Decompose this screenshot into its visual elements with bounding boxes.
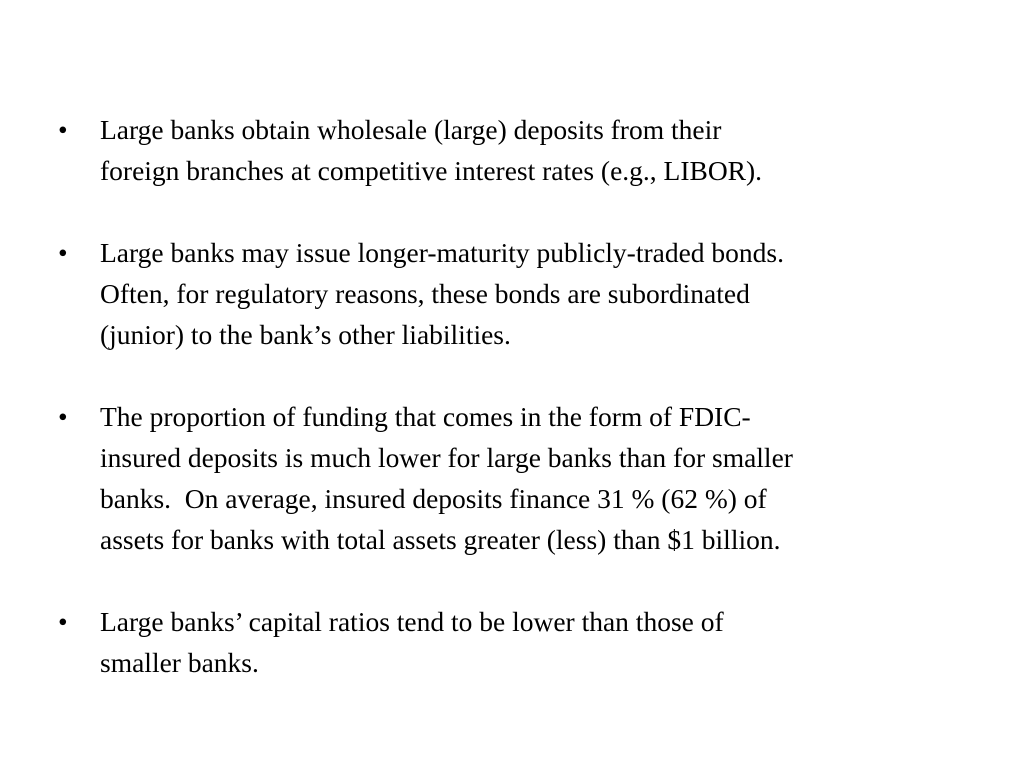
bullet-line: assets for banks with total assets greater (less) than $1 billion. [100,524,781,555]
bullet-line: banks. On average, insured deposits finance 31 % (62 %) of [100,483,767,514]
bullet-line: smaller banks. [100,647,259,678]
bullet-line: Large banks’ capital ratios tend to be lower than those of [100,606,724,637]
bullet-text [100,232,988,355]
bullet-line: (junior) to the bank’s other liabilities. [100,319,511,350]
bullet-line: The proportion of funding that comes in the form of FDIC- [100,401,751,432]
bullet-line: Large banks may issue longer-maturity publicly-traded bonds. [100,237,784,268]
bullet-line: Large banks obtain wholesale (large) deposits from their [100,114,722,145]
bullet-line: foreign branches at competitive interest rates (e.g., LIBOR). [100,155,763,186]
bullet-item-bonds [58,232,988,355]
bullet-text [100,601,988,683]
bullet-icon: • [58,114,68,145]
bullet-line: insured deposits is much lower for large banks than for smaller [100,442,793,473]
bullet-item-fdic-insured-deposits [58,396,988,560]
bullet-text [100,396,988,560]
bullet-item-capital-ratios [58,601,988,683]
bullet-text [100,109,988,191]
bullet-icon: • [58,237,68,268]
bullet-list [58,109,988,724]
bullet-icon: • [58,401,68,432]
bullet-line: Often, for regulatory reasons, these bonds are subordinated [100,278,750,309]
bullet-icon: • [58,606,68,637]
bullet-item-wholesale-deposits [58,109,988,191]
